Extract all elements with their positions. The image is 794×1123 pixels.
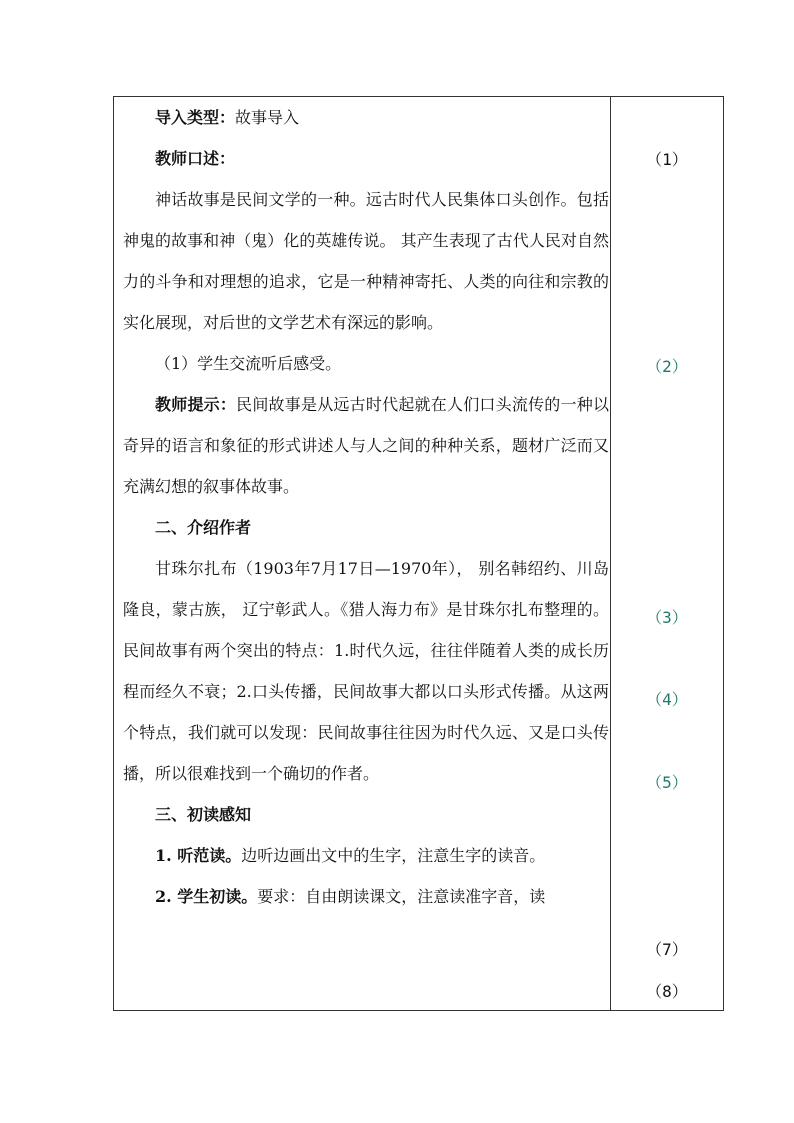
main-column	[123, 96, 609, 917]
intro-paragraph: 神话故事是民间文学的一种。远古时代人民集体口头创作。包括神鬼的故事和神（鬼）化的英雄传说。 其产生表现了古代人民对自然力的斗争和对理想的追求，它是一种精神寄托、人类的向往和宗教的实化展现，对后世的文学艺术有深远的影响。	[123, 190, 609, 332]
teacher-hint	[123, 384, 609, 507]
reading-item-1	[123, 835, 609, 876]
author-paragraph: 甘珠尔扎布（1903年7月17日—1970年）， 别名韩绍约、川岛隆良，蒙古族， 辽宁彰武人。《猎人海力布》是甘珠尔扎布整理的。民间故事有两个突出的特点：1.时代久远，往往伴随着人类的成长历程而经久不衰；2.口头传播，民间故事大都以口头形式传播。从这两个特点，我们就可以发现：民间故事往往因为时代久远、又是口头传播，所以很难找到一个确切的作者。	[123, 559, 609, 783]
hint-label: 教师提示：	[155, 395, 237, 414]
reading-item-2-label: 2. 学生初读。	[155, 887, 258, 906]
intro-type-label: 导入类型：	[155, 108, 236, 127]
step-one-line: （1）学生交流听后感受。	[155, 354, 342, 373]
note-marker-8: （8）	[646, 982, 688, 1001]
note-marker-5: （5）	[646, 773, 688, 792]
note-marker-1: （1）	[646, 150, 688, 169]
reading-item-2-text: 要求：自由朗读课文，注意读准字音，读	[257, 887, 546, 906]
teacher-label: 教师口述：	[155, 149, 236, 168]
reading-heading: 三、初读感知	[155, 805, 252, 824]
author-heading: 二、介绍作者	[155, 518, 252, 537]
note-marker-3: （3）	[646, 608, 688, 627]
reading-item-1-text: 边听边画出文中的生字，注意生字的读音。	[241, 846, 546, 865]
note-marker-7: （7）	[646, 940, 688, 959]
intro-type-line	[123, 97, 609, 138]
intro-type-value: 故事导入	[235, 108, 300, 127]
column-divider	[610, 96, 611, 1011]
note-marker-4: （4）	[646, 690, 688, 709]
note-marker-2: （2）	[646, 357, 688, 376]
hint-text: 民间故事是从远古时代起就在人们口头流传的一种以奇异的语言和象征的形式讲述人与人之间的种种关系，题材广泛而又充满幻想的叙事体故事。	[123, 395, 609, 496]
reading-item-1-label: 1. 听范读。	[155, 846, 242, 865]
reading-item-2	[123, 876, 609, 917]
